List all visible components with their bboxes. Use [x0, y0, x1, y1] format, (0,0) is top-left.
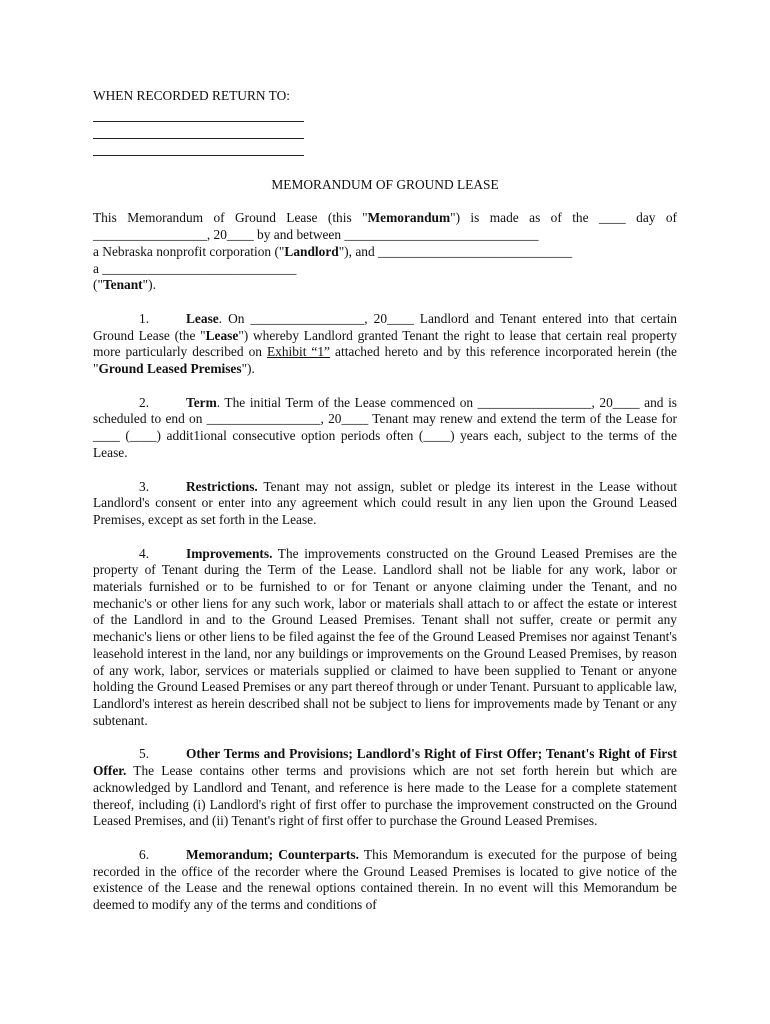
memorandum-term: Memorandum [367, 210, 451, 226]
section-number: 1. [139, 310, 150, 326]
section-6-memorandum [93, 847, 677, 914]
section-heading: Term [186, 394, 217, 410]
lease-term: Lease [205, 327, 239, 343]
section-heading: Restrictions. [186, 478, 258, 494]
tenant-term: Tenant [102, 277, 143, 293]
section-heading: Other Terms and Provisions; Landlord's Right of First Offer; Tenant's Right of First Offer. [93, 746, 677, 779]
section-number: 6. [139, 846, 150, 862]
intro-line-3 [93, 244, 677, 261]
section-text: This Memorandum is executed for the purpose of being recorded in the office of the recorder where the Ground Leased Premises is located to give notice of the existence of the Lease and the renewal options contained therein. In no event will this Memorandum be deemed to modify any of the terms and conditions of [93, 846, 678, 913]
section-5-other-terms [93, 746, 677, 830]
section-text: ") whereby Landlord granted Tenant the right to lease that certain real property more particularly described on [93, 327, 677, 360]
intro-text: a Nebraska nonprofit corporation (" [93, 243, 285, 259]
intro-line-4: a _____________________________ [93, 260, 297, 276]
intro-line-5 [93, 277, 677, 294]
return-to-blank-3 [93, 139, 304, 156]
intro-text: ") is made as of the ____ day of [450, 210, 677, 226]
section-2-term [93, 395, 677, 462]
return-to-blank-2 [93, 122, 304, 139]
section-heading: Lease [186, 310, 219, 326]
section-number: 2. [139, 394, 150, 410]
section-4-improvements [93, 546, 677, 730]
section-text: The Lease contains other terms and provisions which are not set forth herein but which are acknowledged by Landlord and Tenant, and reference is here made to the Lease for a complete statement thereof, including (i) Landlord's right of first offer to purchase the improvement constructed on the Ground Leased Premises, and (ii) Tenant's right of first offer to purchase the Ground Leased Premises. [93, 763, 677, 829]
intro-text: "), and _____________________________ [338, 243, 573, 259]
section-text: "). [241, 361, 255, 377]
section-number: 4. [139, 545, 150, 561]
document-page [93, 88, 677, 914]
section-text: . The initial Term of the Lease commenced on _________________, 20____ and is scheduled to end on _________________, 20____ Tenant may renew and extend the term of the Lease for ____ (____) addit1ional consecutive option periods often (____) years each, subject to the terms of the Lease. [93, 394, 677, 460]
intro-text: "). [142, 277, 156, 293]
section-1-lease [93, 311, 677, 378]
section-heading: Improvements. [186, 545, 273, 561]
section-heading: Memorandum; Counterparts. [186, 846, 359, 862]
section-text: attached hereto and by this reference incorporated herein (the " [93, 344, 677, 377]
intro-text: (" [93, 277, 103, 293]
section-text: . On _________________, 20____ Landlord and Tenant entered into that certain Ground Lease (the " [93, 310, 677, 343]
section-number: 3. [139, 478, 150, 494]
section-3-restrictions [93, 479, 677, 529]
exhibit-reference: Exhibit “1” [266, 344, 331, 360]
intro-paragraph [93, 210, 677, 294]
return-to-blank-1 [93, 105, 304, 122]
return-to-block [93, 88, 677, 156]
document-title: MEMORANDUM OF GROUND LEASE [271, 176, 499, 192]
section-text: The improvements constructed on the Ground Leased Premises are the property of Tenant during the Term of the Lease. Landlord shall not be liable for any work, labor or materials furnished or to be furnished to or for Tenant or anyone claiming under the Tenant, and no mechanic's or other liens for any such work, labor or materials shall attach to or affect the estate or interest of the Landlord in and to the Ground Leased Premises. Tenant shall not suffer, create or permit any mechanic's liens or other liens to be filed against the fee of the Ground Leased Premises nor against Tenant's leasehold interest in the land, nor any buildings or improvements on the Ground Leased Premises, by reason of any work, labor, services or materials supplied or claimed to have been supplied to Tenant or anyone holding the Ground Leased Premises or any part thereof through or under Tenant. Pursuant to applicable law, Landlord's interest as herein described shall not be subject to liens for improvements made by Tenant or any subtenant. [93, 545, 678, 728]
landlord-term: Landlord [284, 243, 339, 259]
premises-term: Ground Leased Premises [98, 361, 242, 377]
intro-line-1 [93, 210, 677, 227]
intro-line-2: _________________, 20____ by and between _____________________________ [93, 227, 539, 243]
section-number: 5. [139, 746, 150, 762]
section-text: Tenant may not assign, sublet or pledge its interest in the Lease without Landlord's consent or enter into any agreement which could result in any lien upon the Ground Leased Premises, except as set forth in the Lease. [93, 478, 677, 527]
return-to-label: WHEN RECORDED RETURN TO: [93, 88, 291, 103]
intro-text: This Memorandum of Ground Lease (this " [93, 210, 368, 226]
